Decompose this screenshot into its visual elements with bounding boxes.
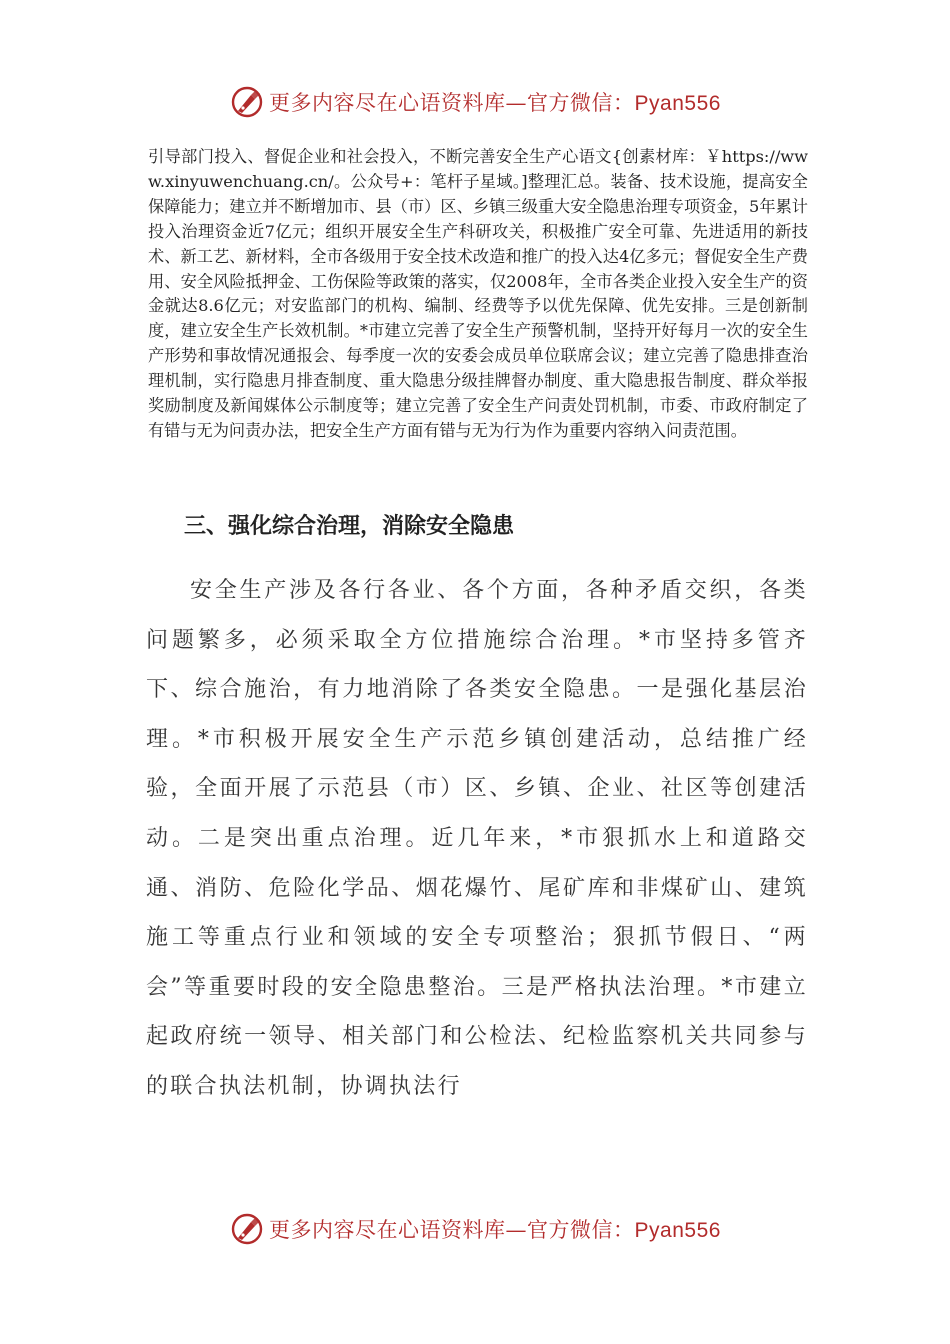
- banner-label: 更多内容尽在心语资料库—官方微信：: [269, 1218, 635, 1242]
- section-body: 安全生产涉及各行各业、各个方面，各种矛盾交织，各类问题繁多，必须采取全方位措施综合治理。*市坚持多管齐下、综合施治，有力地消除了各类安全隐患。一是强化基层治理。*市积极开展安全生产示范乡镇创建活动，总结推广经验，全面开展了示范县（市）区、乡镇、企业、社区等创建活动。二是突出重点治理。近几年来，*市狠抓水上和道路交通、消防、危险化学品、烟花爆竹、尾矿库和非煤矿山、建筑施工等重点行业和领域的安全专项整治；狠抓节假日、“两会”等重要时段的安全隐患整治。三是严格执法治理。*市建立起政府统一领导、相关部门和公检法、纪检监察机关共同参与的联合执法机制，协调执法行: [146, 578, 808, 1099]
- pen-nib-logo-icon: [229, 84, 265, 120]
- footer-banner: [0, 1207, 950, 1251]
- banner-label: 更多内容尽在心语资料库—官方微信：: [269, 91, 635, 115]
- intro-paragraph: 引导部门投入、督促企业和社会投入，不断完善安全生产心语文{创素材库：￥https://www.xinyuwenchuang.cn/。公众号+：笔杆子星域。]整理汇总。装备、技术设施，提高安全保障能力；建立并不断增加市、县（市）区、乡镇三级重大安全隐患治理专项资金，5年累计投入治理资金近7亿元；组织开展安全生产科研攻关，积极推广安全可靠、先进适用的新技术、新工艺、新材料，全市各级用于安全技术改造和推广的投入达4亿多元；督促安全生产费用、安全风险抵押金、工伤保险等政策的落实，仅2008年，全市各类企业投入安全生产的资金就达8.6亿元；对安监部门的机构、编制、经费等予以优先保障、优先安排。三是创新制度，建立安全生产长效机制。*市建立完善了安全生产预警机制，坚持开好每月一次的安全生产形势和事故情况通报会、每季度一次的安委会成员单位联席会议；建立完善了隐患排查治理机制，实行隐患月排查制度、重大隐患分级挂牌督办制度、重大隐患报告制度、群众举报奖励制度及新闻媒体公示制度等；建立完善了安全生产问责处罚机制，市委、市政府制定了有错与无为问责办法，把安全生产方面有错与无为行为作为重要内容纳入问责范围。: [148, 147, 808, 440]
- pen-nib-logo-icon: [229, 1211, 265, 1247]
- section-heading: 三、强化综合治理，消除安全隐患: [184, 514, 515, 539]
- banner-text: [269, 87, 721, 117]
- wechat-id: Pyan556: [634, 1219, 721, 1242]
- banner-text: [269, 1214, 721, 1244]
- header-banner: [0, 80, 950, 124]
- wechat-id: Pyan556: [634, 92, 721, 115]
